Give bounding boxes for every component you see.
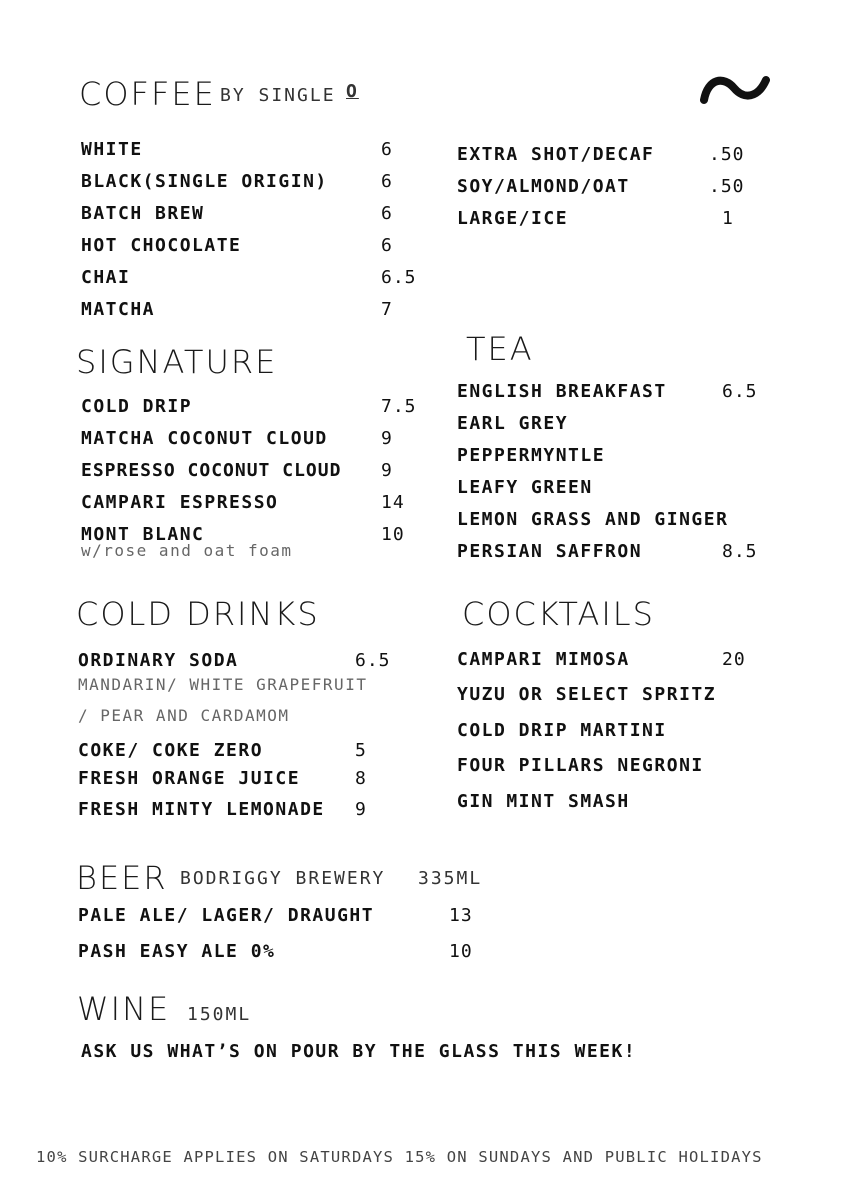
menu-item-price: 10 — [449, 941, 473, 962]
menu-item-name: EARL GREY — [457, 413, 569, 434]
menu-item-name: FOUR PILLARS NEGRONI — [457, 755, 704, 776]
menu-item-name: CAMPARI ESPRESSO — [81, 492, 279, 513]
menu-item-price: 14 — [381, 492, 405, 513]
menu-item-name: COLD DRIP — [81, 396, 193, 417]
menu-item-name: COLD DRIP MARTINI — [457, 720, 667, 741]
menu-item-name: BLACK(SINGLE ORIGIN) — [81, 171, 328, 192]
menu-item-name: HOT CHOCOLATE — [81, 235, 242, 256]
menu-item-price: 6 — [381, 171, 393, 192]
cocktails-title: COCKTAILS — [462, 595, 655, 633]
menu-item-name: ENGLISH BREAKFAST — [457, 381, 667, 402]
wine-title: WINE — [77, 990, 171, 1028]
extra-item-name: LARGE/ICE — [457, 208, 569, 229]
menu-item-name: FRESH MINTY LEMONADE — [78, 799, 325, 820]
menu-item-price: 10 — [381, 524, 405, 545]
menu-item-name: ORDINARY SODA — [78, 650, 239, 671]
menu-item-name: BATCH BREW — [81, 203, 205, 224]
beer-title: BEER — [76, 859, 168, 897]
beer-size: 335ML — [418, 868, 483, 889]
extra-item-price: 1 — [722, 208, 734, 229]
cold-drinks-title: COLD DRINKS — [76, 595, 320, 633]
extra-item-price: .50 — [709, 176, 745, 197]
beer-brewery: BODRIGGY BREWERY — [180, 868, 386, 889]
signature-title: SIGNATURE — [76, 343, 278, 381]
menu-item-name: CHAI — [81, 267, 131, 288]
extra-item-price: .50 — [709, 144, 745, 165]
coffee-title: COFFEE — [79, 75, 216, 113]
menu-item-price: 7.5 — [381, 396, 417, 417]
menu-item-name: LEMON GRASS AND GINGER — [457, 509, 729, 530]
menu-item-price: 5 — [355, 740, 367, 761]
extra-item-name: EXTRA SHOT/DECAF — [457, 144, 655, 165]
menu-item-name: FRESH ORANGE JUICE — [78, 768, 301, 789]
single-o-mark: O — [346, 81, 359, 102]
menu-item-name: PEPPERMYNTLE — [457, 445, 606, 466]
menu-item-price: 6 — [381, 139, 393, 160]
coffee-subtitle: BY SINGLE — [220, 85, 336, 106]
menu-item-name: YUZU OR SELECT SPRITZ — [457, 684, 717, 705]
menu-item-price: 9 — [355, 799, 367, 820]
menu-item-name: PASH EASY ALE 0% — [78, 941, 276, 962]
menu-item-name: MONT BLANC — [81, 524, 205, 545]
menu-item-price: 8.5 — [722, 541, 758, 562]
menu-item-name: PERSIAN SAFFRON — [457, 541, 643, 562]
menu-item-note: w/rose and oat foam — [81, 541, 293, 560]
tea-title: TEA — [466, 330, 534, 368]
menu-item-price: 8 — [355, 768, 367, 789]
menu-item-price: 6.5 — [381, 267, 417, 288]
menu-item-name: MATCHA COCONUT CLOUD — [81, 428, 328, 449]
menu-item-price: 6.5 — [355, 650, 391, 671]
menu-item-price: 9 — [381, 460, 393, 481]
menu-item-name: ESPRESSO COCONUT CLOUD — [81, 460, 342, 481]
menu-item-price: 20 — [722, 649, 746, 670]
menu-item-price: 6 — [381, 235, 393, 256]
menu-item-price: 6.5 — [722, 381, 758, 402]
menu-item-name: CAMPARI MIMOSA — [457, 649, 630, 670]
menu-item-price: 9 — [381, 428, 393, 449]
menu-item-price: 13 — [449, 905, 473, 926]
soda-flavours: / PEAR AND CARDAMOM — [78, 706, 290, 725]
menu-item-price: 7 — [381, 299, 393, 320]
soda-flavours: MANDARIN/ WHITE GRAPEFRUIT — [78, 675, 368, 694]
menu-item-name: MATCHA — [81, 299, 156, 320]
menu-item-name: COKE/ COKE ZERO — [78, 740, 264, 761]
wine-size: 150ML — [187, 1004, 252, 1025]
menu-item-name: PALE ALE/ LAGER/ DRAUGHT — [78, 905, 375, 926]
menu-item-name: LEAFY GREEN — [457, 477, 593, 498]
menu-item-name: GIN MINT SMASH — [457, 791, 630, 812]
surcharge-notice: 10% SURCHARGE APPLIES ON SATURDAYS 15% ON SUNDAYS AND PUBLIC HOLIDAYS — [36, 1148, 763, 1166]
extra-item-name: SOY/ALMOND/OAT — [457, 176, 630, 197]
wine-message: ASK US WHAT’S ON POUR BY THE GLASS THIS WEEK! — [81, 1041, 637, 1062]
menu-item-name: WHITE — [81, 139, 143, 160]
menu-item-price: 6 — [381, 203, 393, 224]
tilde-logo-icon — [700, 72, 770, 108]
